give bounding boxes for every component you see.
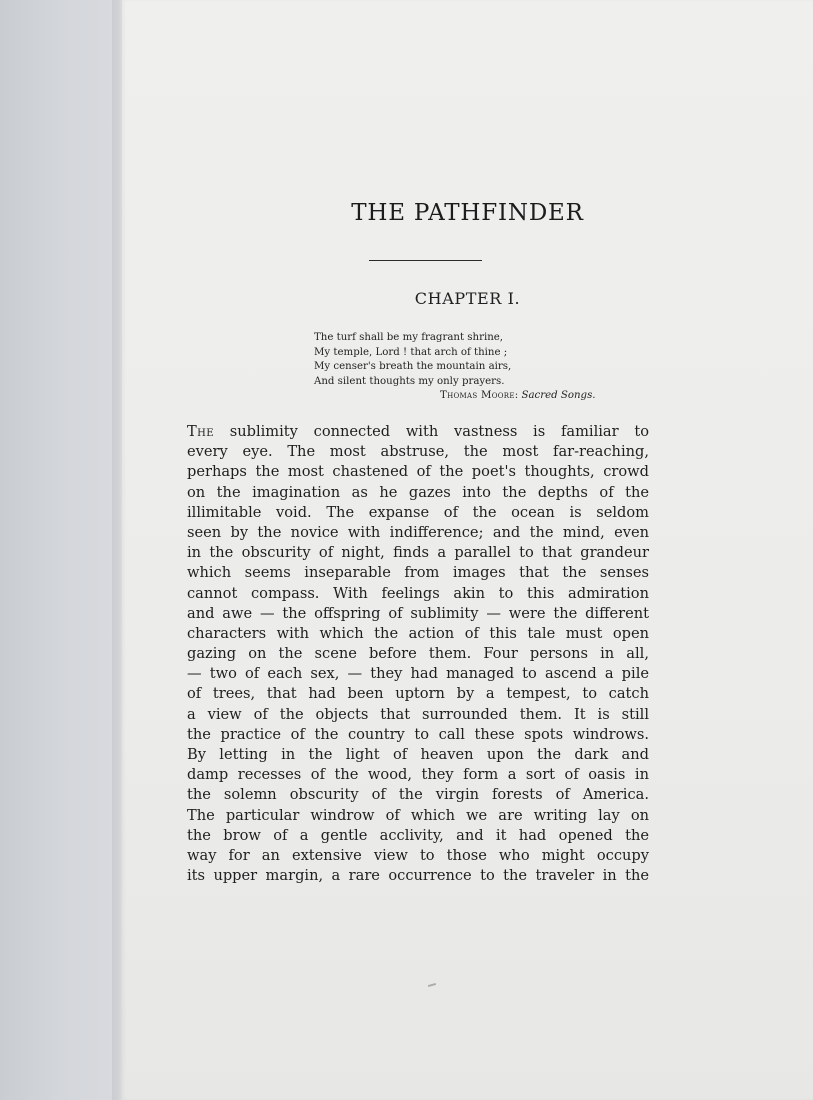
text-line: the solemn obscurity of the virgin forests of America. — [187, 786, 649, 804]
epigraph-line: The turf shall be my fragrant shrine, — [314, 332, 504, 343]
text-line: characters with which the action of this tale must open — [187, 624, 649, 642]
attribution-separator: : — [514, 390, 522, 401]
text-line: damp recesses of the wood, they form a sort of oasis in — [187, 766, 649, 784]
text-line: of trees, that had been uptorn by a tempest, to catch — [187, 685, 649, 703]
chapter-heading: CHAPTER I. — [414, 289, 521, 308]
text-line: which seems inseparable from images that the senses — [187, 564, 649, 582]
text-line: way for an extensive view to those who might occupy — [187, 846, 649, 864]
text-line: perhaps the most chastened of the poet's thoughts, crowd — [187, 463, 649, 481]
text-line: in the obscurity of night, finds a parallel to that grandeur — [187, 544, 649, 562]
text-line: every eye. The most abstruse, the most far-reaching, — [187, 443, 649, 461]
book-title: THE PATHFINDER — [351, 200, 584, 226]
text-line: the brow of a gentle acclivity, and it had opened the — [187, 826, 649, 844]
epigraph-line: And silent thoughts my only prayers. — [314, 375, 505, 387]
text-line: its upper margin, a rare occurrence to the traveler in the — [187, 867, 649, 885]
title-rule — [369, 260, 482, 261]
text-line: — two of each sex, — they had managed to ascend a pile — [187, 665, 649, 683]
opening-line-rest: sublimity connected with vastness is familiar to — [213, 423, 649, 440]
text-line: a view of the objects that surrounded them. It is still — [187, 705, 649, 723]
text-line: The particular windrow of which we are writing lay on — [187, 806, 649, 824]
text-line: illimitable void. The expanse of the ocean is seldom — [187, 503, 649, 521]
paper-speck — [428, 983, 436, 987]
opening-word: The — [187, 423, 214, 440]
body-text — [187, 422, 649, 886]
book-page — [122, 0, 813, 1100]
text-line: and awe — the offspring of sublimity — were the different — [187, 604, 649, 622]
text-line: gazing on the scene before them. Four persons in all, — [187, 645, 649, 663]
text-line: cannot compass. With feelings akin to this admiration — [187, 584, 649, 602]
text-line: on the imagination as he gazes into the depths of the — [187, 483, 649, 501]
attribution-work: Sacred Songs. — [521, 390, 596, 401]
attribution-author: Thomas Moore — [440, 390, 515, 401]
epigraph-line: My temple, Lord ! that arch of thine ; — [314, 346, 508, 358]
epigraph — [314, 331, 614, 389]
text-line: By letting in the light of heaven upon the dark and — [187, 746, 649, 763]
text-line: the practice of the country to call these spots windrows. — [187, 725, 649, 743]
epigraph-attribution — [440, 390, 596, 401]
text-line — [187, 422, 649, 442]
epigraph-line: My censer's breath the mountain airs, — [314, 361, 512, 373]
text-line: seen by the novice with indifference; and the mind, even — [187, 523, 649, 541]
